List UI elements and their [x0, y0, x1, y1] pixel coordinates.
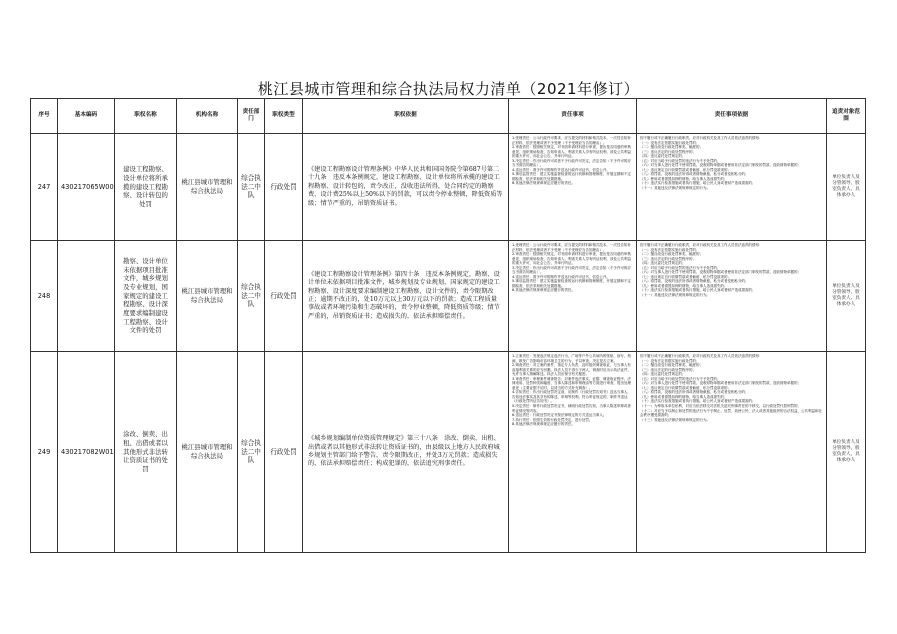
- row-org: 桃江县城市管理和综合执法局: [177, 352, 238, 553]
- row-dept: 综合执法二中队: [238, 134, 265, 241]
- row-org: 桃江县城市管理和综合执法局: [177, 134, 238, 241]
- duty-basis-item: （四）违反委托处罚规定的；: [640, 261, 686, 266]
- row-no: 247: [31, 134, 58, 241]
- header-org: 机构名称: [177, 99, 238, 134]
- duty-basis-item: （三）违反法定的行政处罚程序的；: [640, 256, 696, 261]
- document-title: 桃江县城市管理和综合执法局权力清单（2021年修订）: [257, 80, 640, 98]
- duty-basis-item: （五）对应当给予行政处罚的违法行为不予处罚的；: [640, 265, 721, 270]
- duty-item: 6.送达责任：行政处罚决定书按法律规定的方式送达当事人。: [512, 413, 607, 418]
- duty-item: 2.审查责任：按照相关规定，对书面申请材料进行审查，提出是否同意的审核意见，组织现场检查，告知申请人、利害关系人享有听证权利，涉及公共利益的重大许可，向社会公告，并举行听证。: [512, 145, 631, 159]
- duty-item: 4.送达责任：准予许可的制作并送达行政许可证书，信息公开。: [512, 167, 610, 172]
- duty-item: 2.审查责任：按照相关规定，对书面申请材料进行审查，提出是否同意的审核意见，组织现场检查，告知申请人、利害关系人享有听证权利，涉及公共利益的重大许可，向社会公告，并举行听证。: [512, 252, 631, 266]
- row-code: [58, 241, 115, 352]
- row-dept: 综合执法二中队: [238, 352, 265, 553]
- duty-basis-item: （九）使用或者损毁扣押的财物，给当事人造成损失的；: [640, 283, 728, 288]
- table-header-row: [31, 99, 866, 134]
- row-duty-basis: [637, 134, 827, 241]
- header-code: 基本编码: [58, 99, 115, 134]
- row-power-name: 涂改、倒卖、出租、出借或者以其他形式非法转让资质证书的处罚: [115, 352, 177, 553]
- table-row: [31, 352, 866, 553]
- row-no: 249: [31, 352, 58, 553]
- duty-basis-item: （五）对应当给予行政处罚的违法行为不予处罚的；: [640, 158, 721, 163]
- duty-item: 7.执行责任：依照生效的行政处罚决定，进行处罚。: [512, 417, 593, 422]
- duty-item: 1.立案责任：发现违法规定违法行为，广场等户外公共场所的张贴、涂写、刻画、散发广告影响市容环境卫生的行为，予以审查，决定是否立案。: [512, 354, 631, 363]
- duty-basis-item: （七）违反规定自行收缴罚款或者截留、私分罚没款项的；: [640, 167, 731, 172]
- duty-basis-item: （十二）对应当予以制止和处罚的违法行为不予制止、处罚，致使公民、法人或者其他组织的合法权益、公共利益和社会秩序遭受损害的；: [640, 408, 822, 418]
- row-dept: 综合执法二中队: [238, 241, 265, 352]
- duty-item: 6.其他法律法规规章规定应履行的责任。: [512, 288, 575, 293]
- row-duty-basis: [637, 241, 827, 352]
- duty-item: 1.受理责任：公示行政许可要求，应当提交的材料和格式范本，一次性告知补正材料，依法受理或者不予受理（不予受理应当告知理由）。: [512, 136, 631, 145]
- row-basis: 《城乡规划编制单位资质管理规定》第三十八条 涂改、倒卖、出租、出借或者以其他形式非法转让资质证书的，由县级以上地方人民政府城乡规划主管部门给予警告，责令限期改正，并处3万元罚款；造成损失的，依法承担赔偿责任；构成犯罪的，依法追究刑事责任。: [303, 352, 509, 553]
- duty-basis-item: （一）没有法定依据实施行政处罚的；: [640, 140, 700, 145]
- row-owner: 单位负责人及分管领导、股室负责人、具体承办人: [827, 134, 866, 241]
- header-basis: 职权依据: [303, 99, 509, 134]
- duty-basis-item: （二）擅自改变行政处罚种类、幅度的；: [640, 252, 703, 257]
- power-list-table: [30, 98, 866, 553]
- row-type: 行政处罚: [265, 134, 303, 241]
- duty-basis-item: （十）违法实行检查措施或者执行措施，给公民人身或者财产造成损害的；: [640, 181, 756, 186]
- table-row: [31, 134, 866, 241]
- duty-item: 3.审查责任：审理案件调查报告，对案件违法事实、证据、调查取证程序、法律适用、处罚种类和幅度、当事人陈述和申辩理由等方面进行审查，提出处理意见（主要证据不足时，以适当的方式补充调查）。: [512, 376, 631, 390]
- duty-basis-item: （十）违法实行检查措施或者执行措施，给公民人身或者财产造成损害的；: [640, 288, 756, 293]
- header-owner: 追责对象范围: [827, 99, 866, 134]
- duty-basis-item: （二）擅自改变行政处罚种类、幅度的；: [640, 363, 703, 368]
- duty-basis-item: （十一）为牟取本单位私利，对应当依法移交司法机关追究刑事责任的不移交，以行政处罚代替刑罚的；: [640, 404, 801, 409]
- duty-item: 2.调查责任：对立案的案件，指定专人负责，及时组织调查取证，与当事人有直接利害关系的应当回避。执法人员不得少于两人，调查时应出示执法证件，允许当事人辩解陈述。执法人员应保守有关秘密。: [512, 363, 631, 377]
- row-code: 430217082W01: [58, 352, 115, 553]
- header-duties: 责任事项: [509, 99, 637, 134]
- row-org: 桃江县城市管理和综合执法局: [177, 241, 238, 352]
- duty-item: 4.送达责任：准予许可的制作并送达行政许可证书，信息公开。: [512, 274, 610, 279]
- duty-item: 6.其他法律法规规章规定应履行的责任。: [512, 181, 575, 186]
- duty-item: 5.决定责任：制作行政处罚决定书，载明行政处罚告知、当事人陈述申辩或者听证情况等内容。: [512, 404, 631, 413]
- duty-basis-item: （九）使用或者损毁扣押的财物，给当事人造成损失的；: [640, 394, 728, 399]
- duty-basis-item: （五）对应当给予行政处罚的违法行为不予处罚的；: [640, 376, 721, 381]
- row-duties: [509, 134, 637, 241]
- duty-item: 5.事后监管责任：建立实施监督检查的运行机制和管理制度，开展定期和不定期检查，依法采取相关处置措施。: [512, 279, 631, 288]
- row-duty-basis: [637, 352, 827, 553]
- duty-basis-item: 因不履行或不正确履行行政职责，应对行政机关及其工作人员依法追责的情形：: [640, 136, 763, 140]
- row-power-name: 建设工程勘察、设计单位将所承揽的建设工程勘察、设计转包的处罚: [115, 134, 177, 241]
- duty-basis-item: （一）没有法定依据实施行政处罚的；: [640, 358, 700, 363]
- duty-basis-item: （六）对当事人进行处罚不使用罚款、没收财物单据或者使用非法定部门制发的罚款、没收财物单据的；: [640, 163, 801, 168]
- duty-basis-item: （八）将罚款、没收的违法所得或者财物截留、私分或者变相私分的；: [640, 390, 749, 395]
- duty-basis-item: （二）擅自改变行政处罚种类、幅度的；: [640, 145, 703, 150]
- row-type: 行政处罚: [265, 241, 303, 352]
- duty-basis-item: （三）违反法定的行政处罚程序的；: [640, 149, 696, 154]
- duty-basis-item: （八）将罚款、没收的违法所得或者财物截留、私分或者变相私分的；: [640, 172, 749, 177]
- duty-basis-item: （七）违反规定自行收缴罚款或者截留、私分罚没款项的；: [640, 274, 731, 279]
- duty-basis-item: （一）没有法定依据实施行政处罚的；: [640, 247, 700, 252]
- row-no: 248: [31, 241, 58, 352]
- duty-item: 8.其他法律法规规章规定应履行的责任。: [512, 422, 575, 427]
- duty-basis-item: （八）将罚款、没收的违法所得或者财物截留、私分或者变相私分的；: [640, 279, 749, 284]
- header-no: 序号: [31, 99, 58, 134]
- duty-basis-item: （十一）其他违反法律法规规章规定的行为。: [640, 186, 710, 191]
- duty-item: 1.受理责任：公示行政许可要求，应当提交的材料和格式范本，一次性告知补正材料，依法受理或者不予受理（不予受理应当告知理由）。: [512, 243, 631, 252]
- row-power-name: 勘察、设计单位未依据项目批准文件，城乡规划及专业规划，国家规定的建设工程勘察、设计深度要求编制建设工程勘察、设计文件的处罚: [115, 241, 177, 352]
- row-type: 行政处罚: [265, 352, 303, 553]
- duty-basis-item: （四）违反委托处罚规定的；: [640, 372, 686, 377]
- duty-basis-item: （九）使用或者损毁扣押的财物，给当事人造成损失的；: [640, 176, 728, 181]
- duty-basis-item: （六）对当事人进行处罚不使用罚款、没收财物单据或者使用非法定部门制发的罚款、没收财物单据的；: [640, 270, 801, 275]
- row-owner: 单位负责人及分管领导、股室负责人、具体承办人: [827, 352, 866, 553]
- duty-basis-item: 因不履行或不正确履行行政职责，应对行政机关及其工作人员依法追责的情形：: [640, 354, 763, 358]
- duty-basis-item: （十三）其他违反法律法规规章规定的行为。: [640, 417, 710, 422]
- row-basis: 《建设工程勘察设计管理条例》中华人民共和国国务院令第687号第二十九条 违反本条例规定，建设工程勘察、设计单位将所承揽的建设工程勘察、设计转包的，责令改正，没收违法所得，处合同约定的勘察费、设计费25%以上50%以下的罚款，可以责令停业整顿，降低资质等级；情节严重的，吊销资质证书。: [303, 134, 509, 241]
- header-duty-basis: 责任事项依据: [637, 99, 827, 134]
- duty-basis-item: （十一）其他违反法律法规规章规定的行为。: [640, 293, 710, 298]
- header-dept: 责任部门: [238, 99, 265, 134]
- duty-basis-item: （十）违法实行检查措施或者执行措施，给公民人身或者财产造成损害的；: [640, 399, 756, 404]
- table-row: [31, 241, 866, 352]
- header-type: 职权类型: [265, 99, 303, 134]
- duty-basis-item: （六）对当事人进行处罚不使用罚款、没收财物单据或者使用非法定部门制发的罚款、没收财物单据的；: [640, 381, 801, 386]
- duty-basis-item: （四）违反委托处罚规定的；: [640, 154, 686, 159]
- duty-item: 3.决定责任：作出行政许可或者不予行政许可决定，法定告知（不予许可的应当书面告知理由）。: [512, 158, 631, 168]
- row-code: 430217065W00: [58, 134, 115, 241]
- row-duties: [509, 352, 637, 553]
- duty-item: 3.决定责任：作出行政许可或者不予行政许可决定，法定告知（不予许可的应当书面告知理由）。: [512, 265, 631, 275]
- row-duties: [509, 241, 637, 352]
- duty-item: 4.告知责任：作出行政处罚决定前，应制作《行政处罚告知书》送达当事人，告知违法事实及其享有的陈述、申辩等权利。符合听证规定的，制作并送达《行政处罚听证告知书》。: [512, 390, 631, 404]
- duty-basis-item: 因不履行或不正确履行行政职责，应对行政机关及其工作人员依法追责的情形：: [640, 243, 763, 247]
- row-basis: 《建设工程勘察设计管理条例》第四十条 违反本条例规定，勘察、设计单位未依据项目批准文件，城乡规划及专业规划，国家规定的建设工程勘察、设计深度要求编制建设工程勘察、设计文件的，责令限期改正；逾期不改正的，处10万元以上30万元以下的罚款；造成工程质量事故或者环境污染和生态破坏的，责令停业整顿，降低资质等级；情节严重的，吊销资质证书；造成损失的，依法承担赔偿责任。: [303, 241, 509, 352]
- header-power-name: 职权名称: [115, 99, 177, 134]
- duty-item: 5.事后监管责任：建立实施监督检查的运行机制和管理制度，开展定期和不定期检查，依法采取相关处置措施。: [512, 172, 631, 181]
- row-owner: 单位负责人及分管领导、股室负责人、具体承办人: [827, 241, 866, 352]
- duty-basis-item: （七）违反规定自行收缴罚款或者截留、私分罚没款项的；: [640, 385, 731, 390]
- duty-basis-item: （三）违反法定的行政处罚程序的；: [640, 367, 696, 372]
